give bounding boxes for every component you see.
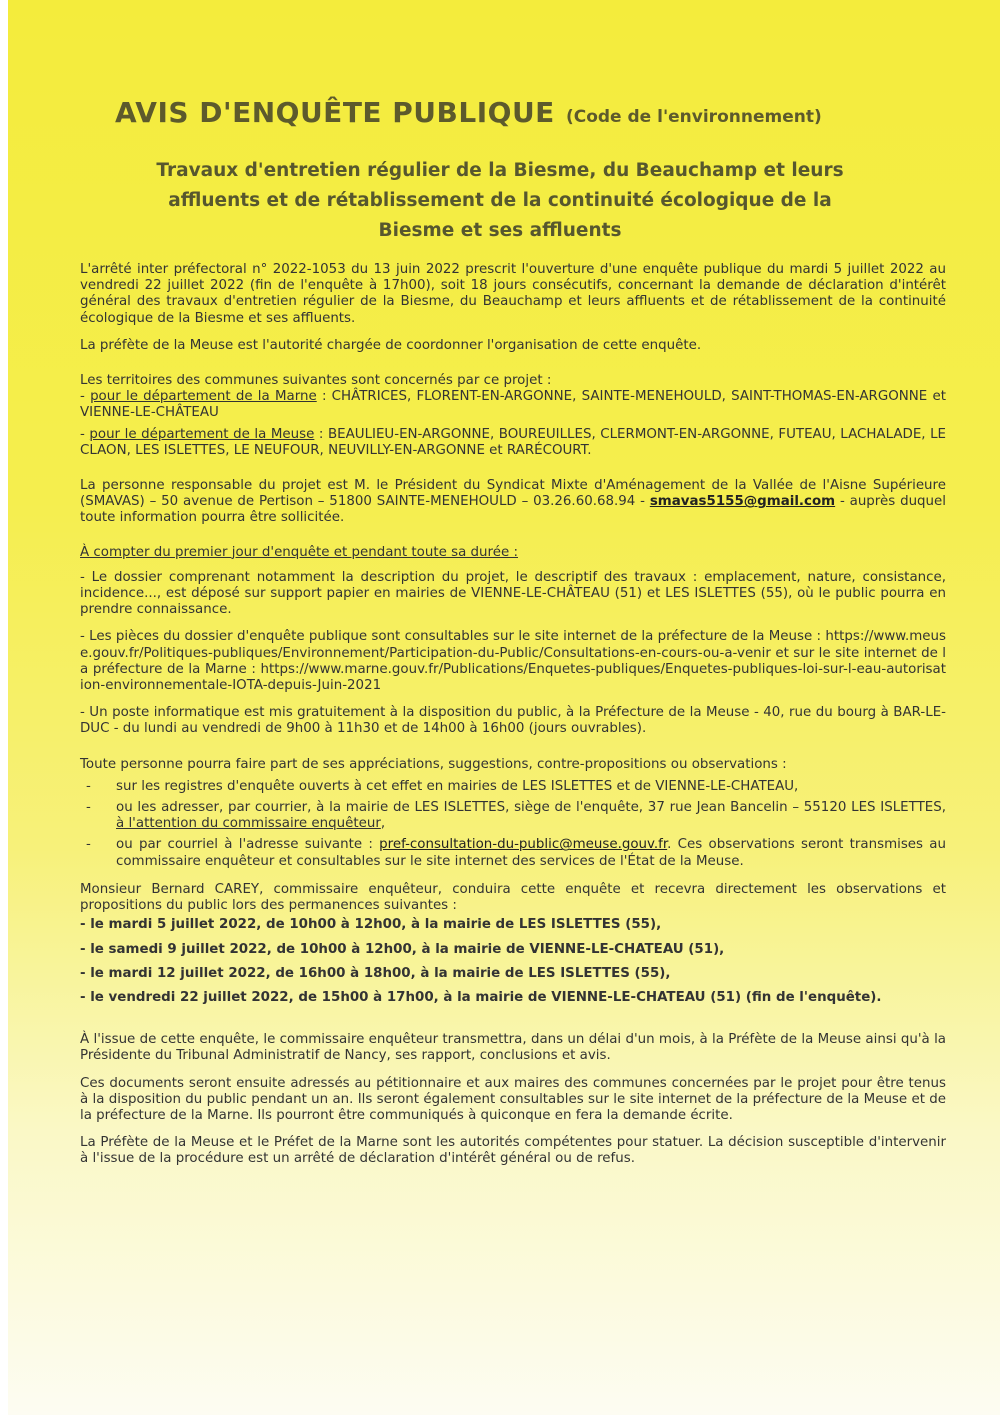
observation-item-3-text [116, 837, 946, 869]
attention-commissaire: à l'attention du commissaire enquêteur [116, 816, 381, 832]
courrier-text: ou les adresser, par courrier, à la mairie de LES ISLETTES, siège de l'enquête, 37 rue Jean Bancelin – 55120 LES ISLETTES, [116, 800, 946, 816]
title-main: AVIS D'ENQUÊTE PUBLIQUE [115, 96, 555, 129]
prefete-paragraph: La préfète de la Meuse est l'autorité chargée de coordonner l'organisation de cette enquête. [80, 337, 702, 353]
smavas-email-link[interactable]: smavas5155@gmail.com [649, 494, 836, 510]
scan-edge [0, 0, 8, 1415]
observation-item-courriel [80, 837, 946, 869]
courriel-end: . Ces observations seront transmises au commissaire enquêteur et consultables sur le site internet des services de l'État de la Meuse. [116, 837, 946, 869]
permanence-item: - le samedi 9 juillet 2022, de 10h00 à 12h00, à la mairie de VIENNE-LE-CHATEAU (51), [80, 941, 725, 957]
pieces-paragraph: - Les pièces du dossier d'enquête publique sont consultables sur le site internet de la préfecture de la Meuse : https://www.meuse.gouv.fr/Politiques-publiques/Environnement/Participation-du-Public/Consultations-en-cours-ou-a-venir et sur le site internet de la préfecture de la Marne : https://www.marne.gouv.fr/Publications/Enquetes-publiques/Enquetes-publiques-loi-sur-l-eau-autorisation-environnementale-IOTA-depuis-Juin-2021 [80, 629, 946, 694]
project-subtitle [100, 156, 900, 246]
notice-body [80, 262, 946, 1168]
subtitle-line-1: Travaux d'entretien régulier de la Biesme, du Beauchamp et leurs [156, 160, 844, 181]
arrete-paragraph: L'arrêté inter préfectoral n° 2022-1053 du 13 juin 2022 prescrit l'ouverture d'une enquête publique du mardi 5 juillet 2022 au vendredi 22 juillet 2022 (fin de l'enquête à 17h00), soit 18 jours consécutifs, concernant la demande de déclaration d'intérêt général des travaux d'entretien régulier de la Biesme, du Beauchamp et leurs affluents et de rétablissement de la continuité écologique de la Biesme et ses affluents. [80, 262, 946, 326]
marne-communes: : CHÂTRICES, FLORENT-EN-ARGONNE, SAINTE-MENEHOULD, SAINT-THOMAS-EN-ARGONNE et VIENNE-LE-CHÂTEAU [80, 389, 946, 421]
bullet-dash: - [86, 837, 91, 853]
dossier-paragraph: - Le dossier comprenant notamment la description du projet, le descriptif des travaux : emplacement, nature, consistance, incidence..., est déposé sur support papier en mairies de VIENNE-LE-CHÂTEAU (51) et LES ISLETTES (55), où le public pourra en prendre connaissance. [80, 569, 946, 618]
responsable-text: La personne responsable du projet est M. le Président du Syndicat Mixte d'Aménagement de la Vallée de l'Aisne Supérieure (SMAVAS) – 50 avenue de Pertison – 51800 SAINTE-MENEHOULD – 03.26.60.68.94 - [80, 478, 946, 510]
observation-item-registres [80, 779, 946, 795]
bullet-dash: - [86, 800, 91, 816]
documents-paragraph: Ces documents seront ensuite adressés au pétitionnaire et aux maires des communes concernées par le projet pour être tenus à la disposition du public pendant un an. Ils seront également consultables sur le site internet de la préfecture de la Meuse et de la préfecture de la Marne. Ils pourront être communiqués à quiconque en fera la demande écrite. [80, 1075, 946, 1123]
permanence-item: - le mardi 5 juillet 2022, de 10h00 à 12h00, à la mairie de LES ISLETTES (55), [80, 917, 662, 933]
territoires-meuse [80, 427, 946, 459]
permanences-list [80, 917, 946, 1006]
observations-heading: Toute personne pourra faire part de ses appréciations, suggestions, contre-propositions ou observations : [80, 756, 787, 772]
pref-consultation-email-link[interactable]: pref-consultation-du-public@meuse.gouv.fr [379, 837, 668, 853]
meuse-label: pour le département de la Meuse [89, 426, 315, 442]
courriel-text: ou par courriel à l'adresse suivante : [116, 837, 380, 853]
subtitle-line-2: affluents et de rétablissement de la continuité écologique de la [168, 190, 832, 211]
subtitle-line-3: Biesme et ses affluents [378, 220, 622, 241]
observation-item-2-text [116, 800, 946, 832]
meuse-communes: : BEAULIEU-EN-ARGONNE, BOUREUILLES, CLERMONT-EN-ARGONNE, FUTEAU, LACHALADE, LE CLAON, LES ISLETTES, LE NEUFOUR, NEUVILLY-EN-ARGONNE et RARÉCOURT. [80, 426, 946, 458]
issue-paragraph: À l'issue de cette enquête, le commissaire enquêteur transmettra, dans un délai d'un mois, à la Préfète de la Meuse ainsi qu'à la Présidente du Tribunal Administratif de Nancy, ses rapport, conclusions et avis. [80, 1032, 946, 1064]
territoires-heading: Les territoires des communes suivantes sont concernés par ce projet : [80, 373, 552, 389]
poste-paragraph: - Un poste informatique est mis gratuitement à la disposition du public, à la Préfecture de la Meuse - 40, rue du bourg à BAR-LE-DUC - du lundi au vendredi de 9h00 à 11h30 et de 14h00 à 16h00 (jours ouvrables). [80, 705, 946, 737]
commissaire-paragraph: Monsieur Bernard CAREY, commissaire enquêteur, conduira cette enquête et recevra directement les observations et propositions du public lors des permanences suivantes : [80, 881, 946, 914]
responsable-paragraph [80, 478, 946, 527]
permanence-item: - le vendredi 22 juillet 2022, de 15h00 à 17h00, à la mairie de VIENNE-LE-CHATEAU (51) (fin de l'enquête). [80, 989, 882, 1005]
courrier-end: , [380, 816, 386, 832]
permanence-item: - le mardi 12 juillet 2022, de 16h00 à 18h00, à la mairie de LES ISLETTES (55), [80, 965, 671, 981]
territoires-marne [80, 389, 946, 421]
responsable-suffix: - auprès duquel toute information pourra être sollicitée. [80, 494, 946, 526]
notice-title [115, 92, 935, 130]
bullet-dash: - [86, 778, 91, 794]
meuse-dash: - [80, 426, 90, 442]
title-sub: (Code de l'environnement) [565, 107, 822, 127]
marne-dash: - [80, 389, 91, 405]
observation-item-courrier [80, 800, 946, 832]
autorites-paragraph: La Préfète de la Meuse et le Préfet de la Marne sont les autorités compétentes pour statuer. La décision susceptible d'intervenir à l'issue de la procédure est un arrêté de déclaration d'intérêt général ou de refus. [80, 1135, 946, 1167]
marne-label: pour le département de la Marne [90, 389, 317, 405]
duree-heading: À compter du premier jour d'enquête et pendant toute sa durée : [80, 544, 518, 560]
observation-item-1-text: sur les registres d'enquête ouverts à cet effet en mairies de LES ISLETTES et de VIENNE-LE-CHATEAU, [116, 778, 799, 794]
